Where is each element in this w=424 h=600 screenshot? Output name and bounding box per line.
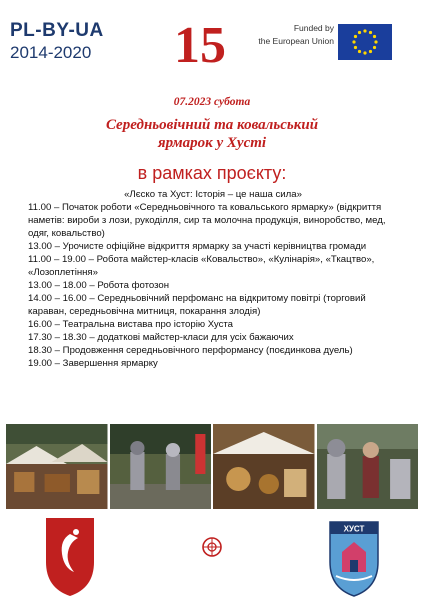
eu-star-icon	[369, 31, 372, 34]
event-title-line-2: ярмарок у Хусті	[157, 135, 267, 151]
schedule-item: 17.30 – 18.30 – додаткові майстер-класи для усіх бажаючих	[28, 332, 294, 343]
event-title-line-1: Середньовічний та ковальський	[105, 117, 319, 133]
schedule-item: 14.00 – 16.00 – Середньовічний перфоманс на відкритому повітрі (торговий караван, середньовічна митниця, покарання злодія)	[28, 293, 366, 317]
schedule-item: 18.30 – Продовження середньовічного перформансу (поєдинкова дуель)	[28, 345, 353, 356]
project-subtitle: «Лєско та Хуст: Історія – це наша сила»	[124, 189, 302, 200]
schedule-item: 19.00 – Завершення ярмарку	[28, 358, 158, 369]
schedule-item: 11.00 – Початок роботи «Середньовічного та ковальського ярмарку» (відкриття наметів: вироби з лози, рукоділля, сир та молочна продукція, виноробство, мед, одяг, ковальство)	[28, 202, 386, 239]
project-heading: в рамках проєкту:	[137, 163, 287, 183]
eu-star-icon	[354, 46, 357, 49]
eu-star-icon	[352, 40, 355, 43]
eu-star-icon	[363, 29, 366, 32]
event-title	[40, 116, 384, 152]
photo-strip	[6, 424, 418, 509]
schedule-item: 13.00 – Урочисте офіційне відкриття ярмарку за участі керівництва громади	[28, 241, 367, 252]
khust-coat-of-arms-icon	[330, 522, 378, 596]
fair-photo-crafts	[213, 424, 315, 509]
program-name: PL-BY-UA	[10, 20, 104, 41]
program-years: 2014-2020	[10, 43, 92, 62]
funded-line-2: the European Union	[258, 36, 334, 46]
schedule-item: 16.00 – Театральна вистава про історію Хуста	[28, 319, 233, 330]
eu-star-icon	[358, 31, 361, 34]
lesko-coat-of-arms-icon	[46, 518, 94, 596]
ornament-icon	[203, 538, 221, 556]
fair-photo-knights	[110, 424, 212, 509]
funded-by-text	[244, 22, 334, 48]
program-schedule	[28, 188, 398, 370]
khust-label: ХУСТ	[343, 524, 365, 534]
eu-star-icon	[369, 50, 372, 53]
eu-flag-icon	[338, 24, 392, 60]
footer-logos	[0, 510, 424, 600]
funded-line-1: Funded by	[293, 23, 334, 33]
eu-star-icon	[354, 35, 357, 38]
schedule-item: 11.00 – 19.00 – Робота майстер-класів «Ковальство», «Кулінарія», «Ткацтво», «Лозоплетіння»	[28, 254, 375, 278]
fair-photo-stalls	[6, 424, 108, 509]
fair-photo-armour	[317, 424, 419, 509]
program-logo	[10, 20, 130, 63]
eu-star-icon	[358, 50, 361, 53]
schedule-item: 13.00 – 18.00 – Робота фотозон	[28, 280, 170, 291]
eu-star-icon	[373, 46, 376, 49]
eu-star-icon	[373, 35, 376, 38]
event-date: 07.2023 субота	[173, 96, 251, 108]
eu-star-icon	[363, 51, 366, 54]
eu-star-icon	[374, 40, 377, 43]
date-day-number: 15	[174, 17, 226, 74]
